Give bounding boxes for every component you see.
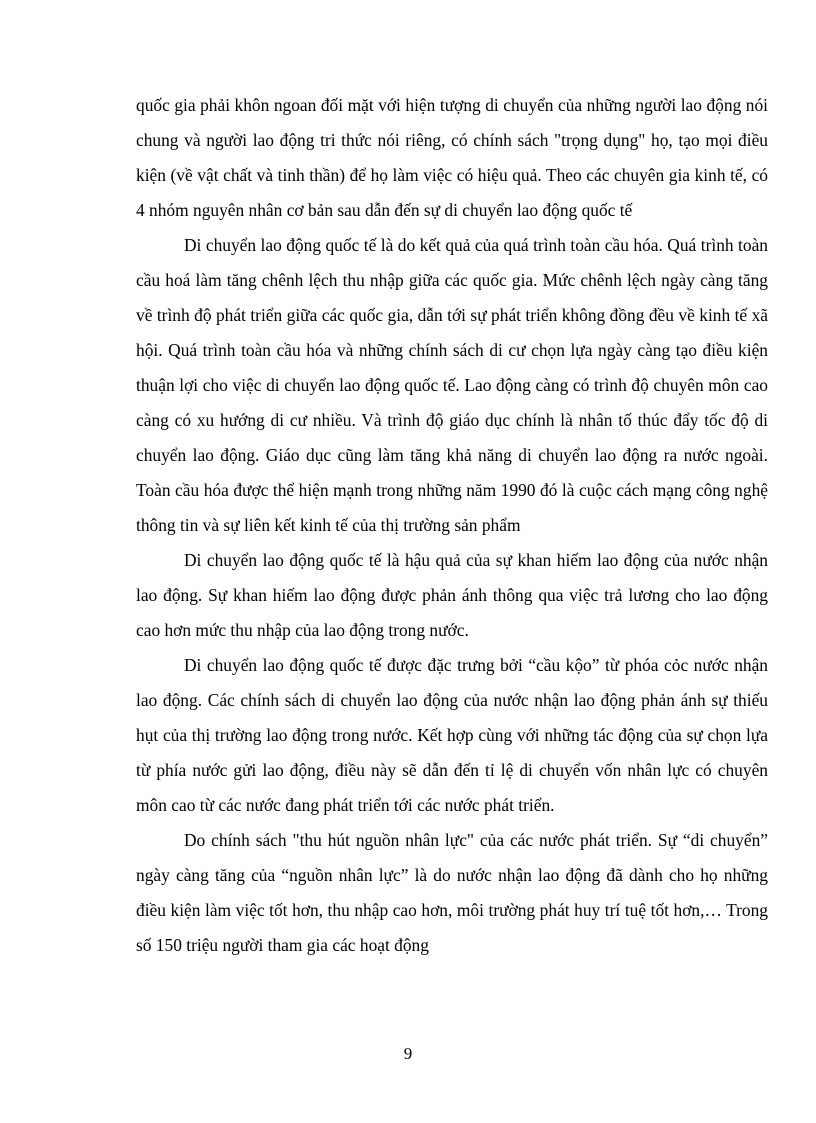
paragraph: Di chuyển lao động quốc tế là do kết quả của quá trình toàn cầu hóa. Quá trình toàn cầu hoá làm tăng chênh lệch thu nhập giữa các quốc gia. Mức chênh lệch ngày càng tăng về trình độ phát triển giữa các quốc gia, dẫn tới sự phát triển không đồng đều về kinh tế xã hội. Quá trình toàn cầu hóa và những chính sách di cư chọn lựa ngày càng tạo điều kiện thuận lợi cho việc di chuyển lao động quốc tế. Lao động càng có trình độ chuyên môn cao càng có xu hướng di cư nhiều. Và trình độ giáo dục chính là nhân tố thúc đẩy tốc độ di chuyển lao động. Giáo dục cũng làm tăng khả năng di chuyển lao động ra nước ngoài. Toàn cầu hóa được thể hiện mạnh trong những năm 1990 đó là cuộc cách mạng công nghệ thông tin và sự liên kết kinh tế của thị trường sản phẩm — [136, 235, 768, 535]
paragraph: Di chuyển lao động quốc tế được đặc trưng bởi “cầu kộo” từ phóa cỏc nước nhận lao động. Các chính sách di chuyển lao động của nước nhận lao động phản ánh sự thiếu hụt của thị trường lao động trong nước. Kết hợp cùng với những tác động của sự chọn lựa từ phía nước gửi lao động, điều này sẽ dẫn đến tỉ lệ di chuyển vốn nhân lực có chuyên môn cao từ các nước đang phát triển tới các nước phát triển. — [136, 655, 768, 815]
paragraph: Do chính sách "thu hút nguồn nhân lực" của các nước phát triển. Sự “di chuyển” ngày càng tăng của “nguồn nhân lực” là do nước nhận lao động đã dành cho họ những điều kiện làm việc tốt hơn, thu nhập cao hơn, môi trường phát huy trí tuệ tốt hơn,… Trong số 150 triệu người tham gia các hoạt động — [136, 830, 768, 955]
paragraph: Di chuyển lao động quốc tế là hậu quả của sự khan hiếm lao động của nước nhận lao động. Sự khan hiếm lao động được phản ánh thông qua việc trả lương cho lao động cao hơn mức thu nhập của lao động trong nước. — [136, 550, 768, 640]
body-text — [136, 88, 768, 963]
page-number: 9 — [403, 1044, 413, 1063]
paragraph: quốc gia phải khôn ngoan đối mặt với hiện tượng di chuyển của những người lao động nói chung và người lao động tri thức nói riêng, có chính sách "trọng dụng" họ, tạo mọi điều kiện (về vật chất và tinh thần) để họ làm việc có hiệu quả. Theo các chuyên gia kinh tế, có 4 nhóm nguyên nhân cơ bản sau dẫn đến sự di chuyển lao động quốc tế — [136, 95, 768, 220]
